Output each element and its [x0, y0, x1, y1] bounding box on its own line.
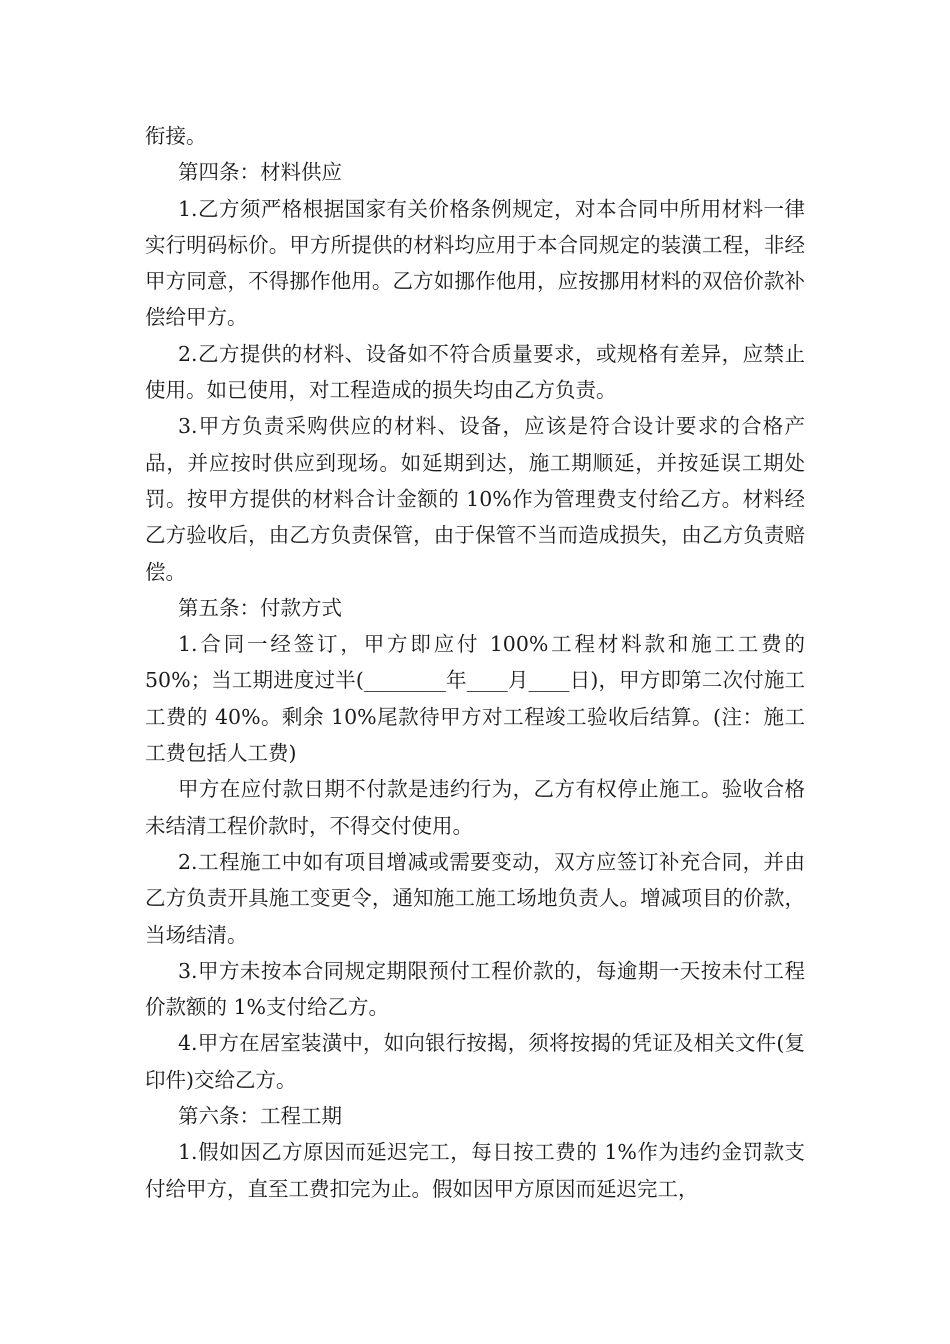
article-4-clause-1: 1.乙方须严格根据国家有关价格条例规定，对本合同中所用材料一律实行明码标价。甲方所提供的材料均应用于本合同规定的装潢工程，非经甲方同意，不得挪作他用。乙方如挪作他用，应按挪用材料的双倍价款补偿给甲方。	[145, 196, 805, 330]
article-5-clause-3: 3.甲方未按本合同规定期限预付工程价款的，每逾期一天按未付工程价款额的 1%支付给乙方。	[145, 958, 805, 1020]
article-4-clause-3: 3.甲方负责采购供应的材料、设备，应该是符合设计要求的合格产品，并应按时供应到现场。如延期到达，施工期顺延，并按延误工期处罚。按甲方提供的材料合计金额的 10%作为管理费支付给乙方。材料经乙方验收后，由乙方负责保管，由于保管不当而造成损失，由乙方负责赔偿。	[145, 414, 805, 584]
article-5-clause-4: 4.甲方在居室装潢中，如向银行按揭，须将按揭的凭证及相关文件(复印件)交给乙方。	[145, 1031, 805, 1092]
article-5-note: 甲方在应付款日期不付款是违约行为，乙方有权停止施工。验收合格未结清工程价款时，不得交付使用。	[145, 777, 805, 838]
paragraph-continuation: 衔接。	[145, 124, 207, 148]
article-4-clause-2: 2.乙方提供的材料、设备如不符合质量要求，或规格有差异，应禁止使用。如已使用，对工程造成的损失均由乙方负责。	[145, 341, 805, 403]
article-4-heading: 第四条：材料供应	[178, 160, 342, 185]
article-5-heading: 第五条：付款方式	[178, 595, 342, 620]
article-6-clause-1: 1.假如因乙方原因而延迟完工，每日按工费的 1%作为违约金罚款支付给甲方，直至工费扣完为止。假如因甲方原因而延迟完工，	[145, 1140, 805, 1201]
article-5-clause-1: 1.合同一经签订，甲方即应付 100%工程材料款和施工工费的 50%；当工期进度过半(________年____月____日)，甲方即第二次付施工工费的 40%。剩余 10%尾款待甲方对工程竣工验收后结算。(注：施工工费包括人工费)	[145, 632, 805, 766]
article-5-clause-2: 2.工程施工中如有项目增减或需要变动，双方应签订补充合同，并由乙方负责开具施工变更令，通知施工施工场地负责人。增减项目的价款，当场结清。	[145, 849, 805, 947]
document-body	[145, 118, 805, 1207]
article-6-heading: 第六条：工程工期	[178, 1104, 342, 1129]
